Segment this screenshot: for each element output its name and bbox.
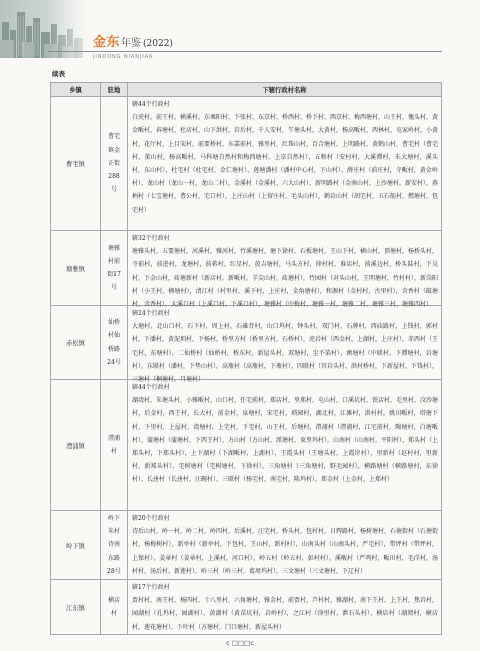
village-list: 白虎村，前王村，横溪村，东乘阳村，下张村，东京村，桥西村，桥下村，西京村，梅西塘村，山王村，傀头村，黄金畈村，春塘村，杜店村，山下洪村，岩后村，千人安村，午塘头村，大黄村，杨高畈村，西林村，屯家岭村，小黄村，花厅村，上目宋村，前要桥村，东嘉前村，雅里村，红珠山村，百合塘村，上明路村，黄鹤山村，曹宅村（曹宅村，董山村，杨高畈村，马科塘自然村和梅西塘村，上京自然村），五和村（安村村，大溪潭村，朱大塘村，溪头村，东山村），杜宅村（杜宅村，金仁塘村），莲塘潘村（潘村中心村，下山村），薛庄村（前庄村，寺畈村，黄金岭村），龙山村（龙山一村，龙山二村），金溪村（金溪村，六大山村），新明路村（金南山村，上沙塘村，新安村），燕柄村（七宝塘村，曹公村，宅口村），上庄山村（上留庄村，毛头山村），鹤岩山村（胡宅村，五石舫村，燃塘村，包宅村） [132,114,439,214]
village-count: 辖32个行政村 [132,235,170,242]
village-count: 辖20个行政村 [132,515,170,522]
seat-cell [101,97,128,231]
seat-address: 塘雅村前街17号 [107,244,121,292]
town-name: 塘雅镇 [66,265,85,273]
header-subtitle: JINDONG NIANJIAN [93,54,154,60]
table-row [51,580,442,635]
towns-table [50,82,442,635]
villages-cell [128,511,442,580]
village-count: 辖17个行政村 [132,584,170,591]
villages-cell [128,306,442,384]
villages-cell [128,580,442,635]
town-name: 澧浦镇 [66,442,85,450]
village-count: 辖44个行政村 [132,101,170,108]
table-row [51,380,442,511]
seat-cell [101,231,128,306]
seat-address: 岭下朱村诗南东路28号 [107,514,121,575]
table-caption: 续表 [52,70,65,78]
seat-cell [101,511,128,580]
town-name: 江东镇 [66,604,85,612]
village-list: 诗后山村，岭一村，岭二村，岭四村，后溪村，汪宅村，桥头村，包村村，日辉路村，杨树塘村，石塘街村（石塘街村，杨梅树村），新亭村（新亭村，下包村，王山村，新村村），山南头村（山南头村，严宅村），带坪村（带坪村，上保村），姜章村（姜章村，上溪村，河口村），岭五村（岭五村，彭村村），溪畈村（严鸣村，畈田村，毛洋村，汤村村，汤后村，新莲村），岭三村（岭三村，葛周坞村），三文塘村（三文塘村，下辽村） [132,528,439,575]
title-year: (2022) [143,39,173,49]
village-count: 辖44个行政村 [132,384,170,391]
villages-cell [128,231,442,309]
village-list: 贾村村，南王村，杨四村，十八里村，六角塘村，雅金村，前贾村，芦村村，雅湖村，南下王村，上王村，焦岩村，园湖村（孔坞村，园湖村），黄湖村（黄苗坑村，岩岭村），之江村（徐里村，泄石头村），横店村（湖阅村，横店村，莲花塘村），下叶村（方塘村，门口塘村，新屋头村） [132,597,439,631]
seat-cell [101,306,128,380]
column-header-seat: 驻地 [101,83,128,97]
yearbook-title [93,33,173,52]
town-cell [51,231,101,306]
town-cell [51,97,101,231]
villages-cell [128,97,442,231]
title-brand: 金东 [93,35,121,50]
table-row [51,306,442,380]
town-cell [51,511,101,580]
seat-cell [101,580,128,635]
seat-address: 横店村 [107,596,120,617]
city-skyline-photo [0,0,96,58]
village-list: 大塘村，北山口村，石下村，周上村，石碓背村，山口坞村，钟头村，双门村，石牌村，西庙路村，上钱村，郭村村，下潘村，黄泥圳村，下杨村，桥里方村（桥里方村，石桥村），虎岩村（西金村，上湖村，上庄村），赤西村（王宅村，东塘村），二仙桥村（仙桥村，桥东村，新屋头村，双塘村，尘不染村），澳塘村（中联村，下潭塘村，岩塘村），东联村（潘村，下垫山村），高瓶村（高瓶村，下瓶村），四联村（官岩头村，洪村桥村，下新屋村，下钱村），三塘村（桐塘村，月塘村） [132,323,439,384]
header-rule [48,51,442,52]
village-list: 湖湾村，朱塘头村，小雅畈村，山口村，任宅前村，郑店村，里郑村，屯山村，口溪坑村，铁店村，毛里村，汶沙塘村，后金村，西王村，长大村，前金村，泉塘村，宋宅村，琐园村，湖北村，江滩村，洪村村，姚田畈村，塔塘下村，下里村，上屋村，湾塘村，上宅村，下宅村，山王村，后塘村，澧浦村（澧浦村，江宅前村，陶塘村，白塘畈村），蒲塘村（蒲塘村，下西王村），方山村（方山村，派塘村，束里坞村），山南村（山南村，平阳村），郑头村（上郑头村，下郑头村），上下湖村（下湖畈村，上湖村），王霞头村（王塘头村，上霞岸村），里新村（赵村村，里新村，新郑头村），宅树塘村（宅树塘村，下徐村），三角塘村（三角塘村，野毛园村），横路塘村（横路塘村，东徐村），长唐村（长唐村，汪碗村），三联村（杨宅村，南宅村，陈坞村），郑金村（上金村，上郑村） [132,397,439,484]
seat-address: 澧浦村 [107,434,120,455]
title-yearbook: 年鉴 [121,38,142,49]
table-row [51,231,442,306]
village-count: 辖24个行政村 [132,310,170,317]
seat-address: 曹宅镇金正街288号 [107,133,120,194]
town-name: 赤松镇 [66,340,85,347]
table-row [51,97,442,231]
town-name: 岭下镇 [66,542,85,550]
column-header-villages: 下辖行政村名称 [128,83,442,97]
town-cell [51,580,101,635]
town-cell [51,380,101,511]
page-number: c □□□c [226,639,254,647]
column-header-town: 乡镇 [51,83,101,97]
villages-cell [128,380,442,511]
table-header-row [51,83,442,97]
town-name: 曹宅镇 [66,161,85,168]
seat-address: 仙桥村仙桥路24号 [107,319,121,366]
village-list: 塘雅头村，五要塘村，河溪村，雅河村，竹溪塘村，塘下徐村，石板塘村，王山下村，横山村，顶塘村，杨桥头村，寺前村，前进村，龙塘村，前蒋村，红星村，黄吉塘村，马头方村，徐村村，淮店村，前溪边村，桥头陆村，下吴村，下金山村，砖塘新村（新店村，新畈村，羊尖山村，砖塘村），竹园村（对头山村，王明塘村，竹村村），新岗阳村（小王村，横塘村），清江村（村里村，溪下村，上庄村，金角塘村），和源村（金村村，古里村），含香村（破塘村，含香村），大溪口村（上溪口村，下溪口村），塘雅村（中梅村，塘雅一村，塘雅二村，塘雅三村，塘雅四村） [132,248,439,309]
table-row [51,511,442,580]
town-cell [51,306,101,380]
seat-cell [101,380,128,511]
